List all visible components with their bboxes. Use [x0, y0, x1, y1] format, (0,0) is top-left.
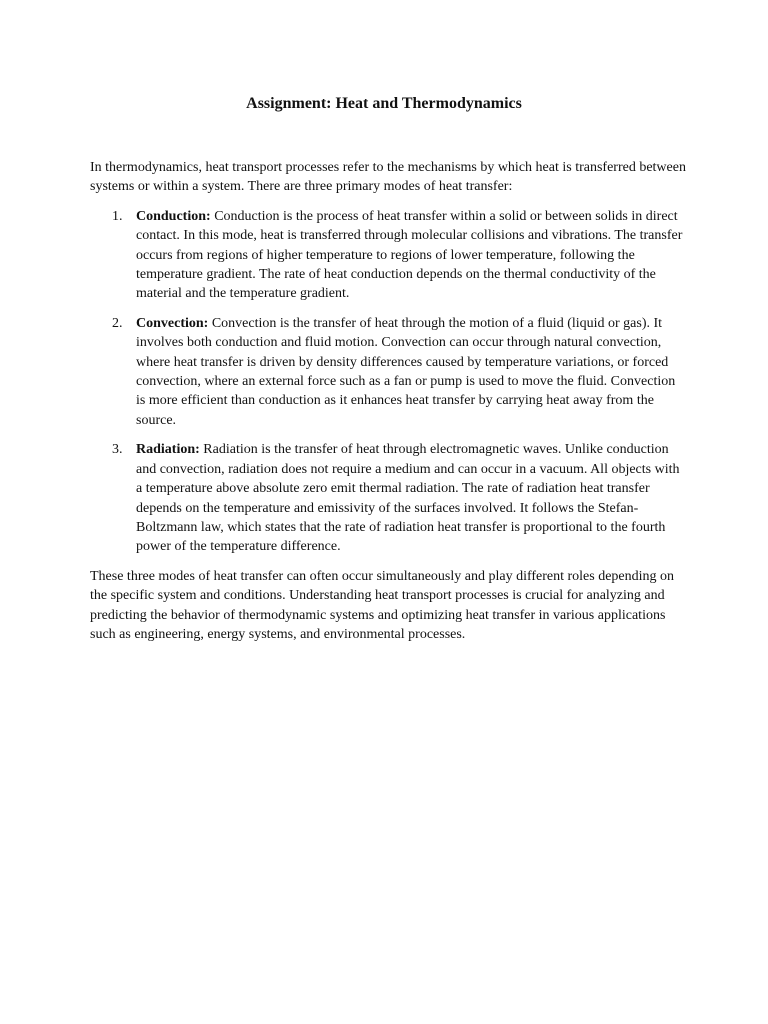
conclusion-paragraph: These three modes of heat transfer can often occur simultaneously and play different roles depending on the specific system and conditions. Understanding heat transport processes is crucial for analyzing and predicting the behavior of thermodynamic systems and optimizing heat transfer in various applications such as engineering, energy systems, and environmental processes.	[90, 568, 675, 642]
list-item-convection	[90, 314, 688, 430]
heat-transfer-modes-list	[90, 207, 688, 557]
document-title: Assignment: Heat and Thermodynamics	[246, 95, 522, 112]
intro-paragraph: In thermodynamics, heat transport processes refer to the mechanisms by which heat is transferred between systems or within a system. There are three primary modes of heat transfer:	[90, 160, 686, 195]
document-body	[90, 158, 688, 654]
conduction-description: Conduction is the process of heat transfer within a solid or between solids in direct contact. In this mode, heat is transferred through molecular collisions and vibrations. The transfer occurs from regions of higher temperature to regions of lower temperature, following the temperature gradient. The rate of heat conduction depends on the thermal conductivity of the material and the temperature gradient.	[136, 208, 683, 302]
list-item-number: 2.	[112, 315, 123, 331]
term-conduction: Conduction:	[136, 208, 211, 224]
convection-description: Convection is the transfer of heat through the motion of a fluid (liquid or gas). It involves both conduction and fluid motion. Convection can occur through natural convection, where heat transfer is driven by density differences caused by temperature variations, or forced convection, where an external force such as a fan or pump is used to move the fluid. Convection is more efficient than conduction as it enhances heat transfer by carrying heat away from the source.	[136, 315, 676, 428]
radiation-description: Radiation is the transfer of heat through electromagnetic waves. Unlike conduction and convection, radiation does not require a medium and can occur in a vacuum. All objects with a temperature above absolute zero emit thermal radiation. The rate of radiation heat transfer depends on the temperature and emissivity of the surfaces involved. It follows the Stefan-Boltzmann law, which states that the rate of radiation heat transfer is proportional to the fourth power of the temperature difference.	[136, 442, 680, 555]
term-radiation: Radiation:	[136, 442, 200, 458]
list-item-radiation	[90, 440, 688, 556]
list-item-conduction	[90, 207, 688, 304]
list-item-number: 3.	[112, 442, 123, 458]
list-item-number: 1.	[112, 208, 123, 224]
term-convection: Convection:	[136, 315, 209, 331]
